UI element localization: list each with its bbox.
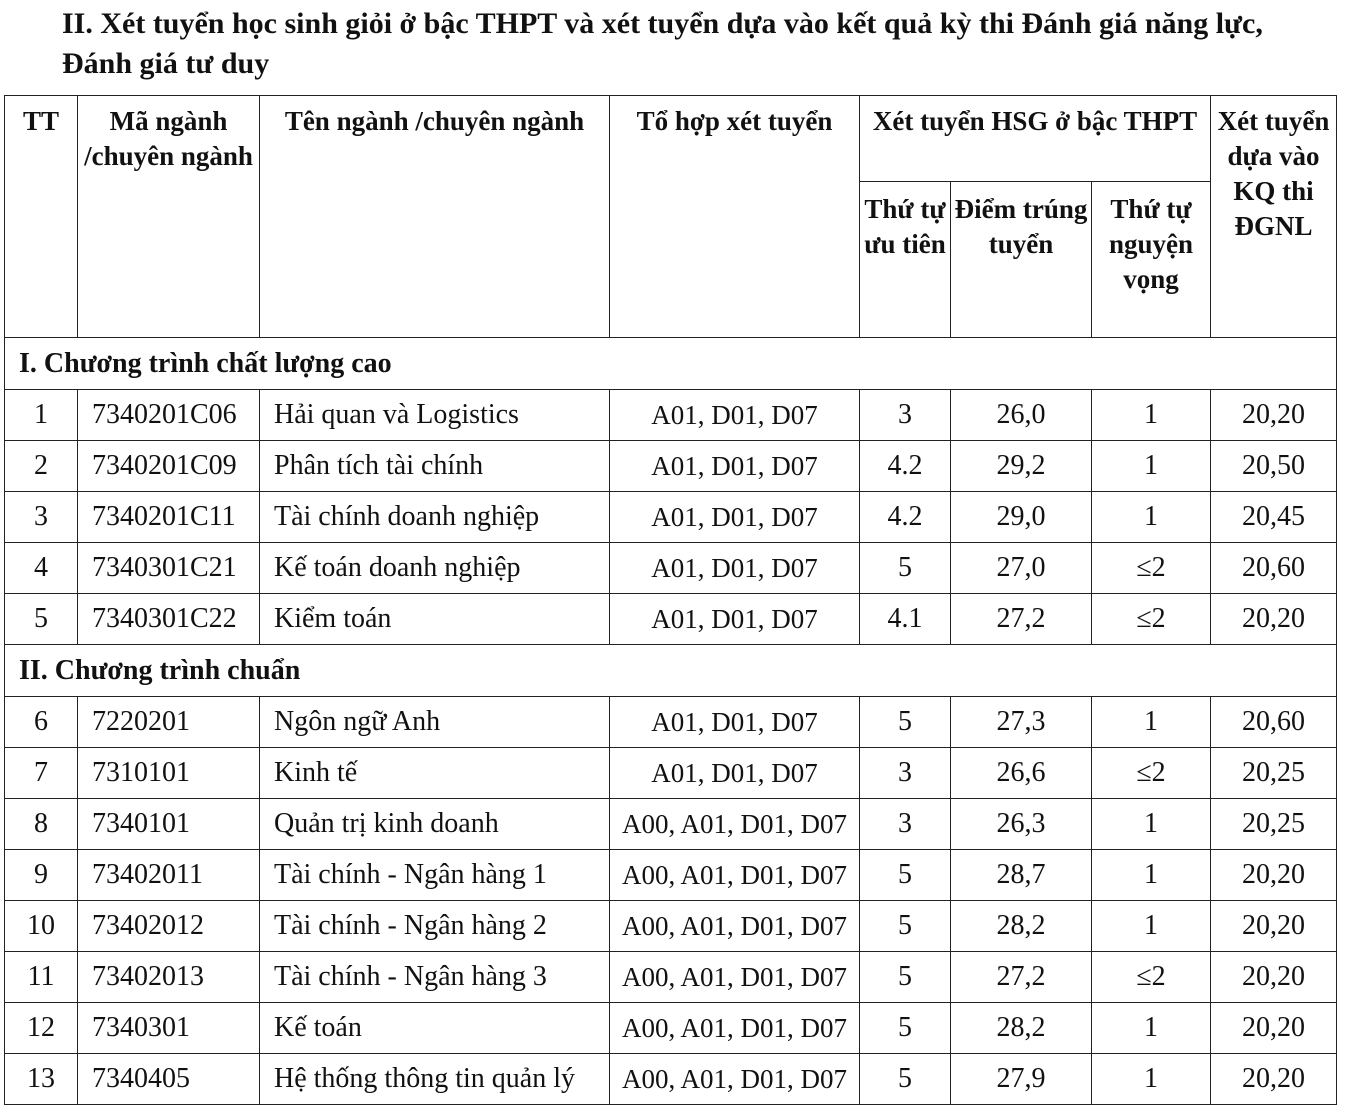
cell-code: 7340201C09 <box>78 441 260 492</box>
cell-dgnl: 20,20 <box>1211 390 1337 441</box>
header-hsg: Xét tuyển HSG ở bậc THPT <box>860 96 1211 182</box>
cell-combo: A01, D01, D07 <box>610 748 860 799</box>
cell-wish: 1 <box>1092 441 1211 492</box>
cell-dgnl: 20,50 <box>1211 441 1337 492</box>
cell-tt: 4 <box>5 543 78 594</box>
cell-priority: 4.2 <box>860 441 951 492</box>
cell-code: 7340101 <box>78 799 260 850</box>
table-row <box>5 748 1337 799</box>
table-row <box>5 1003 1337 1054</box>
cell-code: 7340301 <box>78 1003 260 1054</box>
cell-dgnl: 20,60 <box>1211 697 1337 748</box>
cell-tt: 7 <box>5 748 78 799</box>
cell-wish: 1 <box>1092 1003 1211 1054</box>
section-title: II. Chương trình chuẩn <box>5 645 1337 697</box>
cell-dgnl: 20,25 <box>1211 799 1337 850</box>
cell-dgnl: 20,20 <box>1211 850 1337 901</box>
cell-priority: 3 <box>860 799 951 850</box>
cell-priority: 5 <box>860 952 951 1003</box>
cell-tt: 11 <box>5 952 78 1003</box>
cell-dgnl: 20,25 <box>1211 748 1337 799</box>
table-row <box>5 952 1337 1003</box>
cell-name: Kế toán <box>260 1003 610 1054</box>
cell-priority: 4.1 <box>860 594 951 645</box>
table-row <box>5 441 1337 492</box>
cell-tt: 10 <box>5 901 78 952</box>
cell-score: 28,7 <box>951 850 1092 901</box>
table-row <box>5 594 1337 645</box>
cell-wish: ≤2 <box>1092 952 1211 1003</box>
cell-name: Tài chính - Ngân hàng 2 <box>260 901 610 952</box>
cell-name: Kế toán doanh nghiệp <box>260 543 610 594</box>
cell-combo: A01, D01, D07 <box>610 492 860 543</box>
table-row <box>5 1054 1337 1105</box>
cell-combo: A00, A01, D01, D07 <box>610 850 860 901</box>
header-to-hop: Tổ hợp xét tuyển <box>610 96 860 338</box>
cell-wish: 1 <box>1092 799 1211 850</box>
cell-priority: 4.2 <box>860 492 951 543</box>
cell-priority: 3 <box>860 748 951 799</box>
header-ten-nganh: Tên ngành /chuyên ngành <box>260 96 610 338</box>
cell-dgnl: 20,20 <box>1211 594 1337 645</box>
cell-name: Tài chính - Ngân hàng 1 <box>260 850 610 901</box>
table-row <box>5 543 1337 594</box>
table-row <box>5 697 1337 748</box>
cell-wish: 1 <box>1092 492 1211 543</box>
header-diem-trung-tuyen: Điểm trúng tuyển <box>951 182 1092 338</box>
table-row <box>5 850 1337 901</box>
cell-code: 73402011 <box>78 850 260 901</box>
cell-combo: A01, D01, D07 <box>610 441 860 492</box>
cell-combo: A00, A01, D01, D07 <box>610 901 860 952</box>
cell-priority: 5 <box>860 697 951 748</box>
cell-priority: 5 <box>860 850 951 901</box>
cell-priority: 5 <box>860 1054 951 1105</box>
header-thu-tu-nguyen-vong: Thứ tự nguyện vọng <box>1092 182 1211 338</box>
cell-score: 26,3 <box>951 799 1092 850</box>
table-row <box>5 492 1337 543</box>
cell-score: 28,2 <box>951 1003 1092 1054</box>
cell-wish: ≤2 <box>1092 594 1211 645</box>
cell-wish: 1 <box>1092 850 1211 901</box>
cell-score: 26,0 <box>951 390 1092 441</box>
cell-tt: 3 <box>5 492 78 543</box>
section-row <box>5 338 1337 390</box>
document-heading: II. Xét tuyển học sinh giỏi ở bậc THPT và xét tuyển dựa vào kết quả kỳ thi Đánh giá năng lực, Đánh giá tư duy <box>62 7 1263 80</box>
cell-combo: A01, D01, D07 <box>610 390 860 441</box>
header-dgnl: Xét tuyển dựa vào KQ thi ĐGNL <box>1211 96 1337 338</box>
cell-tt: 13 <box>5 1054 78 1105</box>
cell-tt: 8 <box>5 799 78 850</box>
section-row <box>5 645 1337 697</box>
cell-score: 27,3 <box>951 697 1092 748</box>
cell-score: 27,2 <box>951 594 1092 645</box>
cell-score: 26,6 <box>951 748 1092 799</box>
cell-score: 29,2 <box>951 441 1092 492</box>
cell-score: 27,2 <box>951 952 1092 1003</box>
cell-wish: ≤2 <box>1092 543 1211 594</box>
cell-dgnl: 20,45 <box>1211 492 1337 543</box>
cell-code: 7340405 <box>78 1054 260 1105</box>
cell-wish: 1 <box>1092 1054 1211 1105</box>
cell-code: 7340201C06 <box>78 390 260 441</box>
cell-dgnl: 20,20 <box>1211 901 1337 952</box>
header-thu-tu-uu-tien: Thứ tự ưu tiên <box>860 182 951 338</box>
cell-tt: 5 <box>5 594 78 645</box>
cell-name: Quản trị kinh doanh <box>260 799 610 850</box>
cell-name: Phân tích tài chính <box>260 441 610 492</box>
cell-score: 27,0 <box>951 543 1092 594</box>
cell-dgnl: 20,20 <box>1211 952 1337 1003</box>
table-row <box>5 390 1337 441</box>
table-row <box>5 799 1337 850</box>
cell-score: 29,0 <box>951 492 1092 543</box>
cell-wish: ≤2 <box>1092 748 1211 799</box>
cell-tt: 1 <box>5 390 78 441</box>
cell-code: 7220201 <box>78 697 260 748</box>
cell-combo: A00, A01, D01, D07 <box>610 1054 860 1105</box>
cell-score: 28,2 <box>951 901 1092 952</box>
cell-tt: 9 <box>5 850 78 901</box>
cell-name: Kinh tế <box>260 748 610 799</box>
cell-combo: A01, D01, D07 <box>610 697 860 748</box>
cell-code: 7340301C22 <box>78 594 260 645</box>
cell-name: Tài chính doanh nghiệp <box>260 492 610 543</box>
cell-combo: A01, D01, D07 <box>610 594 860 645</box>
cell-code: 7340301C21 <box>78 543 260 594</box>
cell-wish: 1 <box>1092 901 1211 952</box>
table-row <box>5 901 1337 952</box>
cell-wish: 1 <box>1092 390 1211 441</box>
cell-tt: 6 <box>5 697 78 748</box>
cell-combo: A00, A01, D01, D07 <box>610 952 860 1003</box>
cell-priority: 3 <box>860 390 951 441</box>
cell-name: Hệ thống thông tin quản lý <box>260 1054 610 1105</box>
cell-tt: 12 <box>5 1003 78 1054</box>
cell-priority: 5 <box>860 901 951 952</box>
cell-code: 73402012 <box>78 901 260 952</box>
header-ma-nganh: Mã ngành /chuyên ngành <box>78 96 260 338</box>
cell-code: 7310101 <box>78 748 260 799</box>
cell-priority: 5 <box>860 543 951 594</box>
cell-wish: 1 <box>1092 697 1211 748</box>
cell-name: Tài chính - Ngân hàng 3 <box>260 952 610 1003</box>
cell-name: Hải quan và Logistics <box>260 390 610 441</box>
cell-dgnl: 20,20 <box>1211 1054 1337 1105</box>
cell-dgnl: 20,20 <box>1211 1003 1337 1054</box>
cell-tt: 2 <box>5 441 78 492</box>
cell-combo: A00, A01, D01, D07 <box>610 799 860 850</box>
cell-name: Ngôn ngữ Anh <box>260 697 610 748</box>
cell-combo: A01, D01, D07 <box>610 543 860 594</box>
cell-code: 73402013 <box>78 952 260 1003</box>
cell-name: Kiểm toán <box>260 594 610 645</box>
header-tt: TT <box>5 96 78 338</box>
table-body <box>5 338 1337 1105</box>
cell-priority: 5 <box>860 1003 951 1054</box>
admission-table <box>4 95 1337 1105</box>
cell-dgnl: 20,60 <box>1211 543 1337 594</box>
section-title: I. Chương trình chất lượng cao <box>5 338 1337 390</box>
cell-score: 27,9 <box>951 1054 1092 1105</box>
cell-code: 7340201C11 <box>78 492 260 543</box>
cell-combo: A00, A01, D01, D07 <box>610 1003 860 1054</box>
